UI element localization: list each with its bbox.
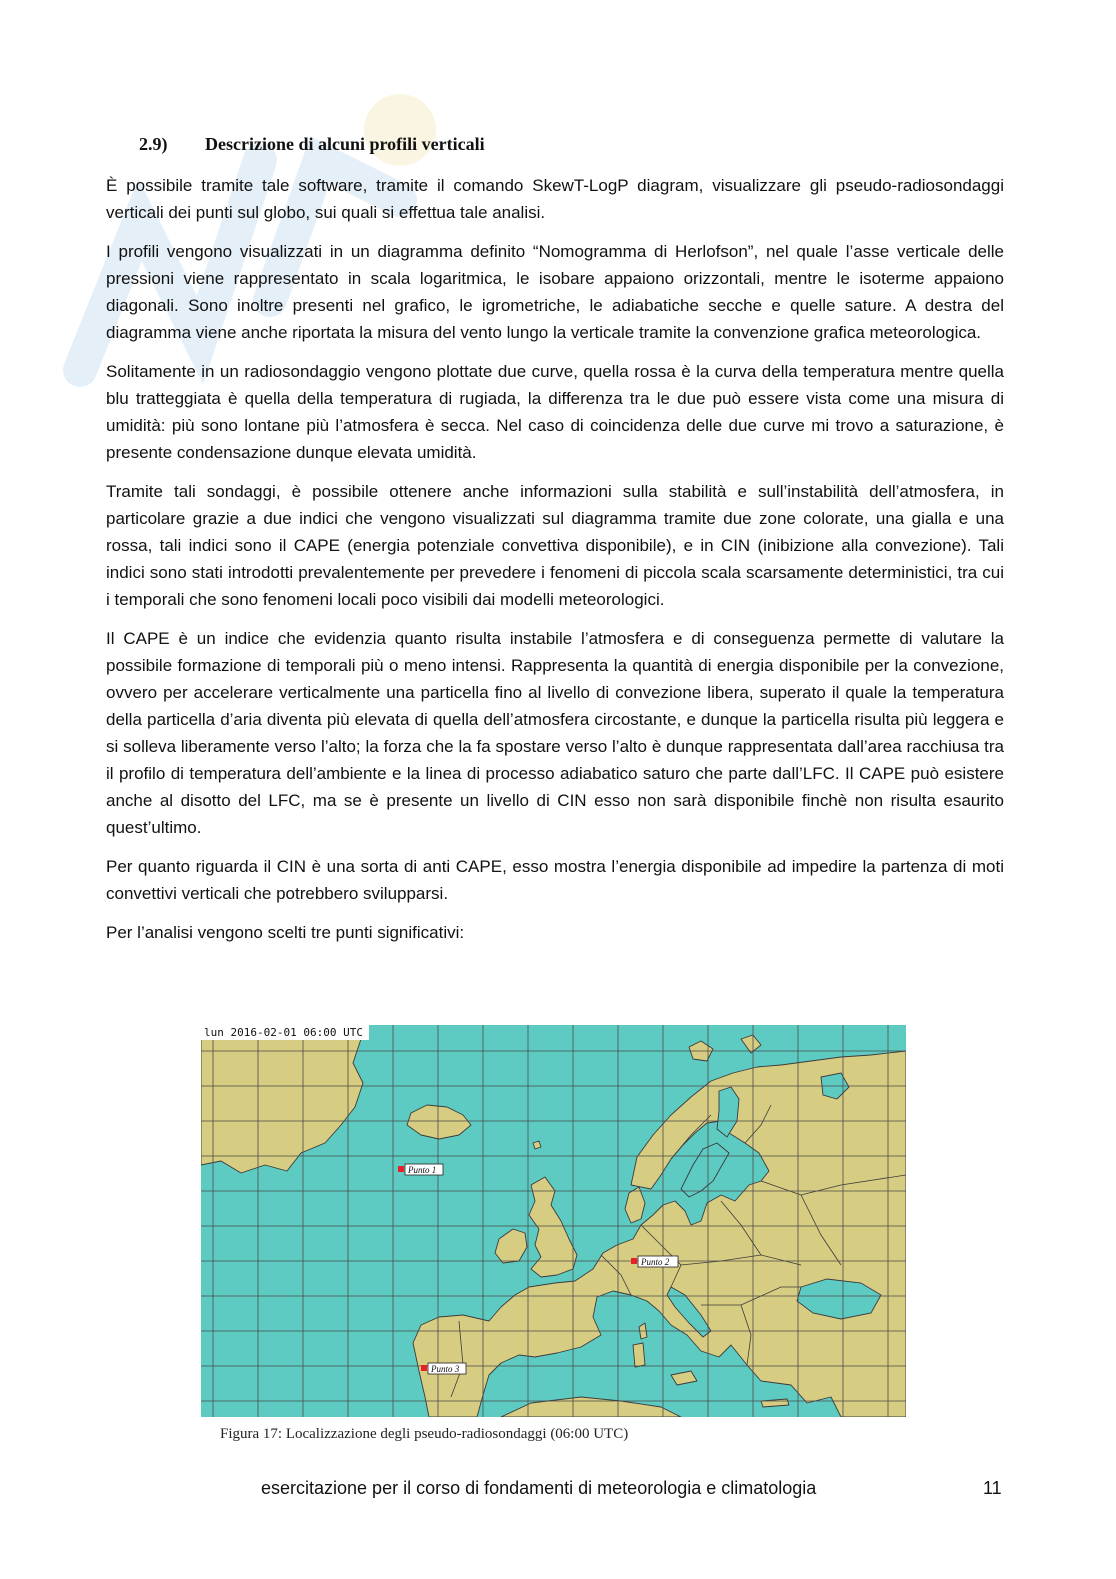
landmass-island xyxy=(533,1141,541,1149)
map-timestamp: lun 2016-02-01 06:00 UTC xyxy=(204,1026,363,1039)
figure-caption: Figura 17: Localizzazione degli pseudo-radiosondaggi (06:00 UTC) xyxy=(220,1426,629,1442)
point-marker-3 xyxy=(421,1363,466,1374)
paragraph: Il CAPE è un indice che evidenzia quanto risulta instabile l’atmosfera e di conseguenza permette di valutare la possibile formazione di temporali più o meno intensi. Rappresenta la quantità di energia disponibile per la convezione, ovvero per accelerare verticalmente una particella fino al livello di convezione libera, superato il quale la temperatura della particella d’aria diventa più elevata di quella dell’atmosfera circostante, e dunque la particella risulta più leggera e si solleva liberamente verso l’alto; la forza che la fa spostare verso l’alto è dunque rappresentata dall’area racchiusa tra il profilo di temperatura dell’ambiente e la linea di processo adiabatico saturo che parte dall’LFC. Il CAPE può esistere anche al disotto del LFC, ma se è presente un livello di CIN esso non sarà disponibile finchè non risulta esaurito quest’ultimo. xyxy=(106,629,1004,837)
section-heading xyxy=(139,134,485,155)
paragraph: I profili vengono visualizzati in un diagramma definito “Nomogramma di Herlofson”, nel quale l’asse verticale delle pressioni viene rappresentato in scala logaritmica, le isobare appaiono orizzontali, mentre le isoterme appaiono diagonali. Sono inoltre presenti nel grafico, le igrometriche, le adiabatiche secche e quelle sature. A destra del diagramma viene anche riportata la misura del vento lungo la verticale tramite la convenzione grafica meteorologica. xyxy=(106,242,1004,342)
footer-text: esercitazione per il corso di fondamenti di meteorologia e climatologia xyxy=(261,1478,817,1498)
paragraph: Solitamente in un radiosondaggio vengono plottate due curve, quella rossa è la curva della temperatura mentre quella blu tratteggiata è quella della temperatura di rugiada, la differenza tra le due può essere vista come una misura di umidità: più sono lontane più l’atmosfera è secca. Nel caso di coincidenza delle due curve mi trovo a saturazione, è presente condensazione dunque elevata umidità. xyxy=(106,362,1004,462)
map-figure xyxy=(201,1025,906,1417)
point-label-2: Punto 2 xyxy=(641,1257,670,1267)
europe-map xyxy=(201,1025,906,1417)
paragraph: È possibile tramite tale software, tramite il comando SkewT-LogP diagram, visualizzare gli pseudo-radiosondaggi verticali dei punti sul globo, sui quali si effettua tale analisi. xyxy=(106,176,1004,222)
paragraph: Per quanto riguarda il CIN è una sorta di anti CAPE, esso mostra l’energia disponibile ad impedire la partenza di moti convettivi verticali che potrebbero svilupparsi. xyxy=(106,857,1004,903)
paragraph: Per l’analisi vengono scelti tre punti significativi: xyxy=(106,923,465,942)
body-text xyxy=(106,172,1004,958)
paragraph: Tramite tali sondaggi, è possibile ottenere anche informazioni sulla stabilità e sull’instabilità dell’atmosfera, in particolare grazie a due indici che vengono visualizzati sul diagramma tramite due zone colorate, una gialla e una rossa, tali indici sono il CAPE (energia potenziale convettiva disponibile), e in CIN (inibizione alla convezione). Tali indici sono stati introdotti prevalentemente per prevedere i fenomeni di piccola scala scarsamente deterministici, tra cui i temporali che sono fenomeni locali poco visibili dai modelli meteorologici. xyxy=(106,482,1004,609)
point-label-3: Punto 3 xyxy=(431,1364,460,1374)
section-title: Descrizione di alcuni profili verticali xyxy=(205,134,485,154)
point-marker-1 xyxy=(398,1164,443,1175)
point-marker-2 xyxy=(631,1256,678,1267)
page-number: 11 xyxy=(983,1478,1002,1498)
landmass-island xyxy=(633,1343,645,1367)
section-number: 2.9) xyxy=(139,134,168,154)
point-label-1: Punto 1 xyxy=(408,1165,437,1175)
